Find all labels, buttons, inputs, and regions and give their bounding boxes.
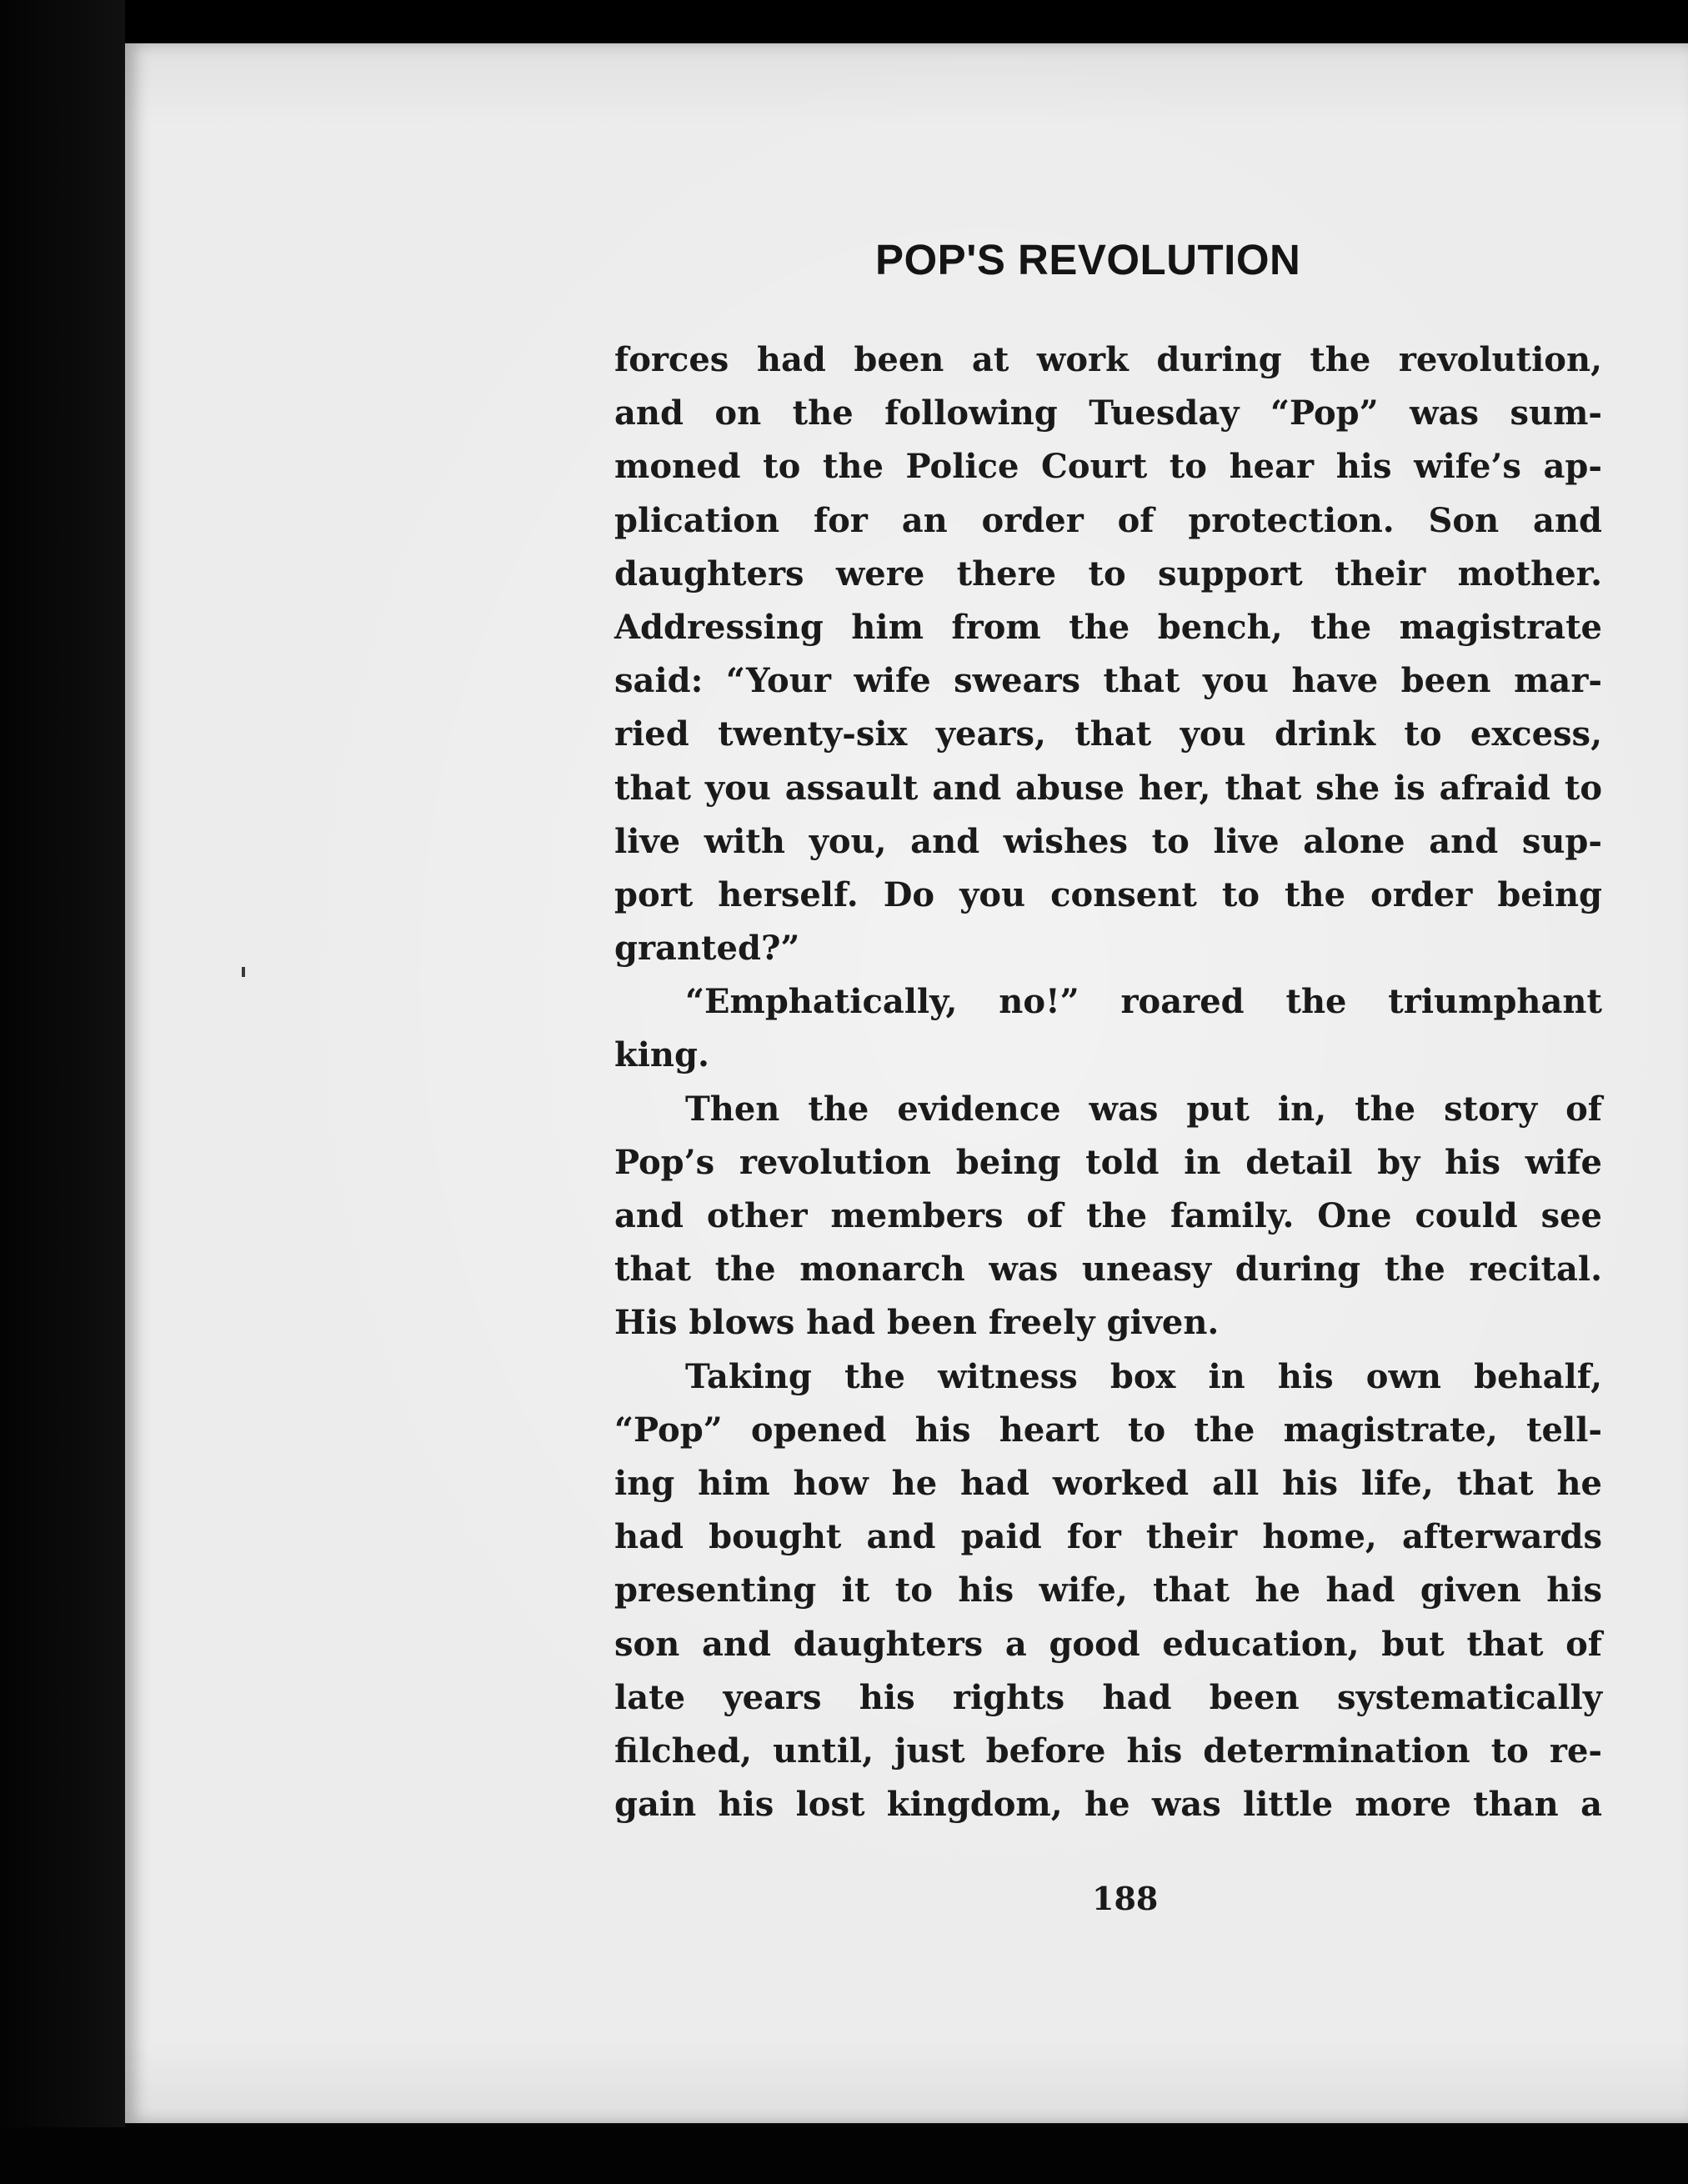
text-line: moned to the Police Court to hear his wife’s ap- [614,447,1602,487]
page-number: 188 [1092,1880,1159,1917]
text-line: son and daughters a good education, but that of [614,1624,1602,1664]
text-line: daughters were there to support their mother. [614,554,1602,594]
text-line: king. [614,1035,709,1075]
text-line: plication for an order of protection. Son and [614,500,1602,540]
text-line: that you assault and abuse her, that she is afraid to [614,768,1602,808]
text-line: granted?” [614,929,800,969]
running-head: POP'S REVOLUTION [875,236,1301,283]
text-line: ried twenty-six years, that you drink to excess, [614,714,1602,754]
scan-speck [242,967,245,977]
text-line: that the monarch was uneasy during the recital. [614,1250,1602,1290]
text-line: filched, until, just before his determination to re- [614,1731,1602,1771]
text-line: live with you, and wishes to live alone and sup- [614,821,1602,861]
text-line: and on the following Tuesday “Pop” was sum- [614,393,1602,433]
scan-border-bottom [0,2127,1688,2184]
text-line: had bought and paid for their home, afterwards [614,1517,1602,1557]
text-line: Then the evidence was put in, the story of [685,1089,1602,1129]
text-line: Taking the witness box in his own behalf, [685,1356,1602,1396]
text-line: port herself. Do you consent to the order being [614,874,1602,914]
text-line: late years his rights had been systematically [614,1677,1602,1717]
text-line: and other members of the family. One could see [614,1196,1602,1235]
text-line: gain his lost kingdom, he was little more than a [614,1785,1602,1825]
text-line: Addressing him from the bench, the magistrate [614,607,1602,647]
text-line: Pop’s revolution being told in detail by his wife [614,1142,1602,1182]
text-line: presenting it to his wife, that he had given his [614,1570,1602,1610]
text-line: said: “Your wife swears that you have been mar- [614,661,1602,701]
text-line: “Emphatically, no!” roared the triumphant [685,982,1602,1022]
text-line: “Pop” opened his heart to the magistrate, tell- [614,1410,1602,1450]
text-line: forces had been at work during the revolution, [614,340,1602,379]
scan-border-left [0,0,125,2184]
text-line: ing him how he had worked all his life, that he [614,1463,1602,1503]
body-text [614,333,1602,1831]
text-line: His blows had been freely given. [614,1303,1220,1343]
scan-border-top [0,0,1688,46]
